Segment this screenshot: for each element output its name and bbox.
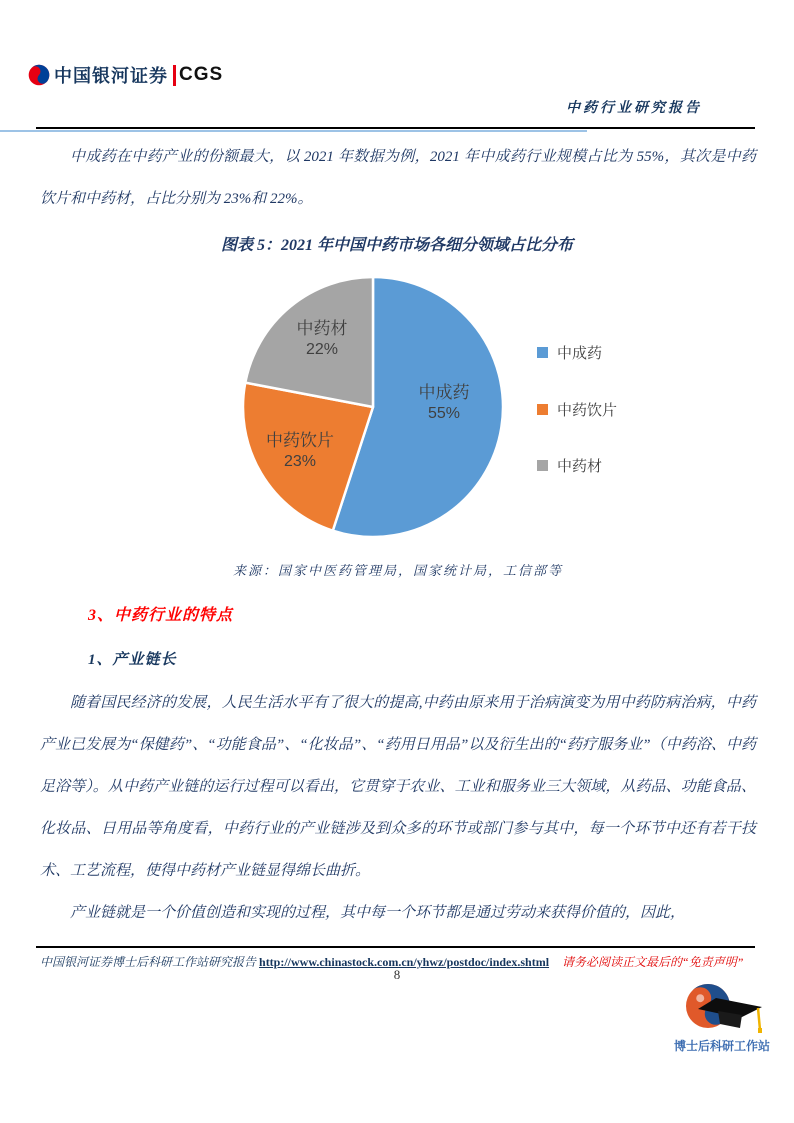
legend-swatch-gray [537, 460, 548, 471]
header-rule-blue [0, 130, 587, 132]
legend-label: 中药材 [557, 458, 603, 475]
pie-label-zhongchengyao: 中成药 55% [418, 383, 470, 422]
page-number: 8 [393, 967, 401, 982]
legend-item [537, 399, 617, 420]
galaxy-swirl-icon [28, 64, 50, 86]
paragraph-2: 随着国民经济的发展，人民生活水平有了很大的提高,中药由原来用于治病演变为用中药防病治病，中药产业已发展为“保健药”、“功能食品”、“化妆品”、“药用日用品”以及衍生出的“药疗服务业”（中药浴、中药足浴等）。从中药产业链的运行过程可以看出，它贯穿于农业、工业和服务业三大领域，从药品、功能食品、化妆品、日用品等角度看，中药行业的产业链涉及到众多的环节或部门参与其中，每一个环节中还有若干技术、工艺流程，使得中药材产业链显得绵长曲折。 [40, 695, 756, 879]
legend-item [537, 455, 602, 476]
legend-item [537, 342, 602, 363]
graduation-cap-tassel [758, 1008, 760, 1030]
subsection-heading: 1、产业链长 [88, 652, 177, 668]
body-text [40, 682, 756, 934]
legend-label: 中成药 [557, 345, 603, 362]
chart-title: 图表 5：2021 年中国中药市场各细分领域占比分布 [220, 237, 573, 254]
intro-paragraph: 中成药在中药产业的份额最大，以 2021 年数据为例，2021 年中成药行业规模占比为 55%，其次是中药饮片和中药材，占比分别为 23%和 22%。 [40, 149, 756, 207]
postdoc-logo-icon [674, 978, 770, 1034]
section-heading: 3、中药行业的特点 [88, 607, 234, 624]
brand-divider [173, 65, 176, 86]
report-type-title: 中药行业研究报告 [566, 101, 702, 116]
paragraph-3: 产业链就是一个价值创造和实现的过程，其中每一个环节都是通过劳动来获得价值的，因此， [70, 905, 686, 921]
postdoc-logo-text: 博士后科研工作站 [673, 1039, 770, 1053]
footer-link[interactable]: http://www.chinastock.com.cn/yhwz/postdoc/index.shtml [259, 955, 550, 969]
legend-label: 中药饮片 [557, 402, 618, 419]
pie-chart [238, 272, 508, 542]
chart-source: 来源：国家中医药管理局，国家统计局，工信部等 [232, 563, 563, 578]
postdoc-station-logo [672, 978, 772, 1054]
pie-label-yaocai: 中药材 22% [296, 319, 348, 358]
footer-rule [36, 946, 755, 948]
legend-swatch-orange [537, 404, 548, 415]
brand-name-en: CGS [179, 64, 224, 85]
legend-swatch-blue [537, 347, 548, 358]
header-logo [28, 62, 223, 88]
brand-name-cn: 中国银河证券 [54, 66, 168, 86]
header-rule-black [36, 127, 755, 129]
footer-report-label: 中国银河证券博士后科研工作站研究报告 [40, 955, 257, 969]
footer-disclaimer: 请务必阅读正文最后的“免责声明” [562, 955, 744, 969]
pie-label-yinpian: 中药饮片 23% [266, 431, 334, 470]
